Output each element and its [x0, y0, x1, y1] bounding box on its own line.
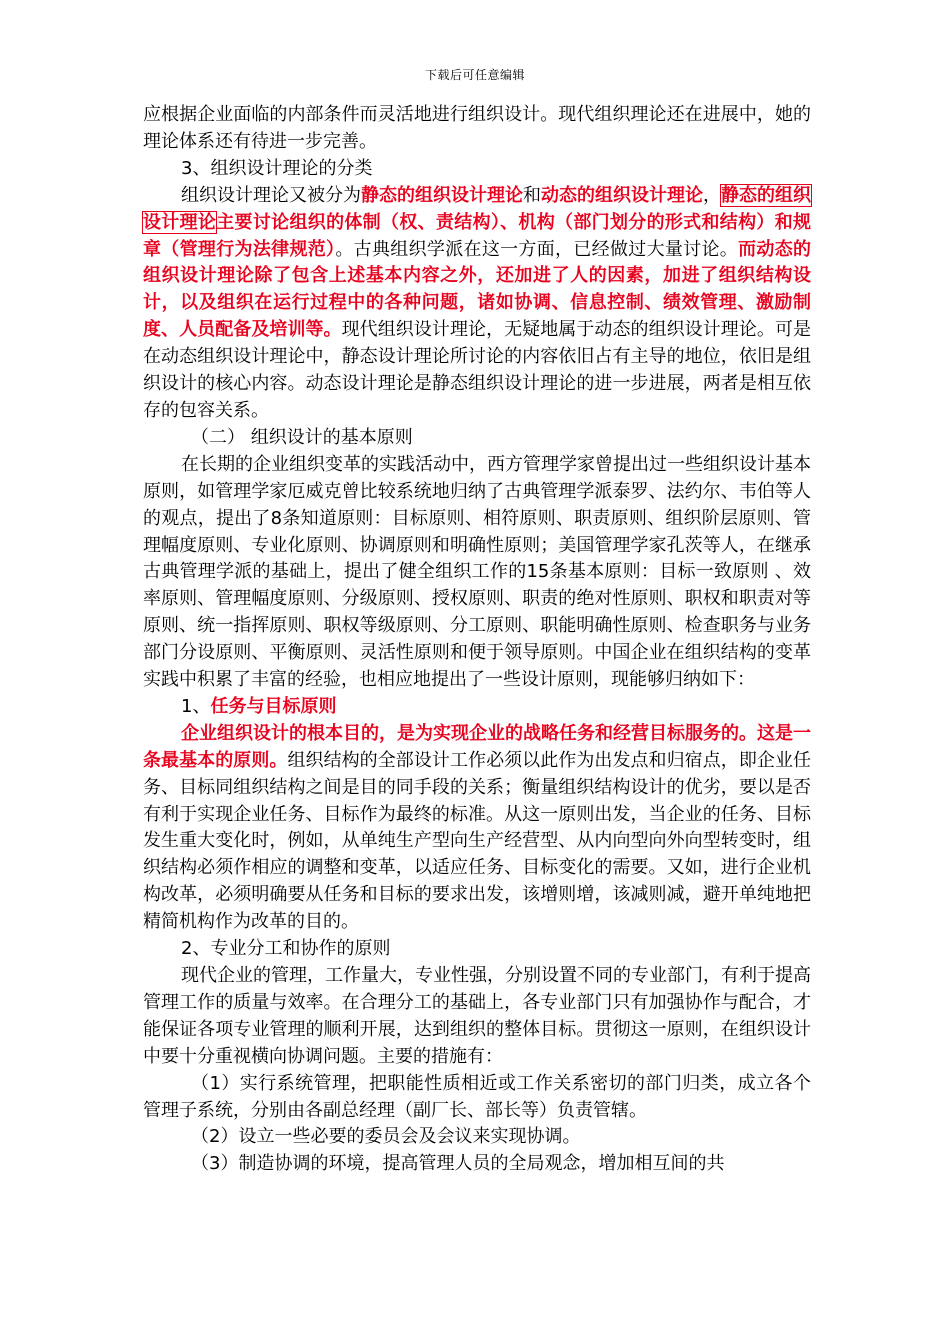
paragraph-static-dynamic: 组织设计理论又被分为静态的组织设计理论和动态的组织设计理论，静态的组织设计理论主要讨论组织的体制（权、责结构）、机构（部门划分的形式和结构）和规章（管理行为法律规范）。古典组织学派在这一方面，已经做过大量讨论。而动态的组织设计理论除了包含上述基本内容之外，还加进了人的因素，加进了组织结构设计，以及组织在运行过程中的各种问题，诸如协调、信息控制、绩效管理、激励制度、人员配备及培训等。现代组织设计理论，无疑地属于动态的组织设计理论。可是在动态组织设计理论中，静态设计理论所讨论的内容依旧占有主导的地位，依旧是组织设计的核心内容。动态设计理论是静态组织设计理论的进一步进展，两者是相互依存的包容关系。	[143, 184, 812, 421]
list-item-1: （1）实行系统管理，把职能性质相近或工作关系密切的部门归类，成立各个管理子系统，分别由各副总经理（副厂长、部长等）负责管辖。	[143, 1072, 811, 1121]
paragraph-principles-history: 在长期的企业组织变革的实践活动中，西方管理学家曾提出过一些组织设计基本原则，如管理学家厄威克曾比较系统地归纳了古典管理学派泰罗、法约尔、韦伯等人的观点，提出了8条知道原则：目标原则、相符原则、职责原则、组织阶层原则、管理幅度原则、专业化原则、协调原则和明确性原则；美国管理学家孔茨等人，在继承古典管理学派的基础上，提出了健全组织工作的15条基本原则：目标一致原则 、效率原则、管理幅度原则、分级原则、授权原则、职责的绝对性原则、职权和职责对等原则、统一指挥原则、职权等级原则、分工原则、职能明确性原则、检查职务与业务部门分设原则、平衡原则、灵活性原则和便于领导原则。中国企业在组织结构的变革实践中积累了丰富的经验，也相应地提出了一些设计原则，现能够归纳如下：	[143, 453, 811, 691]
heading-task-goal-principle: 1、任务与目标原则	[181, 695, 337, 717]
heading-basic-principles: （二） 组织设计的基本原则	[191, 426, 413, 448]
highlighted-term: 静态的组织设计理论	[143, 184, 811, 233]
page-header: 下载后可任意编辑	[424, 68, 525, 82]
list-item-3: （3）制造协调的环境，提高管理人员的全局观念，增加相互间的共	[191, 1153, 725, 1175]
paragraph-continuation: 应根据企业面临的内部条件而灵活地进行组织设计。现代组织理论还在进展中，她的理论体系还有待进一步完善。	[143, 104, 811, 152]
list-item-2: （2）设立一些必要的委员会及会议来实现协调。	[191, 1126, 581, 1148]
paragraph-task-goal: 企业组织设计的根本目的，是为实现企业的战略任务和经营目标服务的。这是一条最基本的原则。组织结构的全部设计工作必须以此作为出发点和归宿点，即企业任务、目标同组织结构之间是目的同手段的关系；衡量组织结构设计的优劣，要以是否有利于实现企业任务、目标作为最终的标准。从这一原则出发，当企业的任务、目标发生重大变化时，例如，从单纯生产型向生产经营型、从内向型向外向型转变时，组织结构必须作相应的调整和变革，以适应任务、目标变化的需要。又如，进行企业机构改革，必须明确要从任务和目标的要求出发，该增则增，该减则减，避开单纯地把精简机构作为改革的目的。	[143, 722, 812, 933]
heading-theory-classification: 3、组织设计理论的分类	[181, 157, 373, 179]
heading-specialization-principle: 2、专业分工和协作的原则	[181, 938, 391, 960]
paragraph-specialization: 现代企业的管理，工作量大，专业性强，分别设置不同的专业部门，有利于提高管理工作的质量与效率。在合理分工的基础上，各专业部门只有加强协作与配合，才能保证各项专业管理的顺利开展，达到组织的整体目标。贯彻这一原则，在组织设计中要十分重视横向协调问题。主要的措施有：	[143, 965, 811, 1067]
document-body	[143, 102, 811, 1178]
